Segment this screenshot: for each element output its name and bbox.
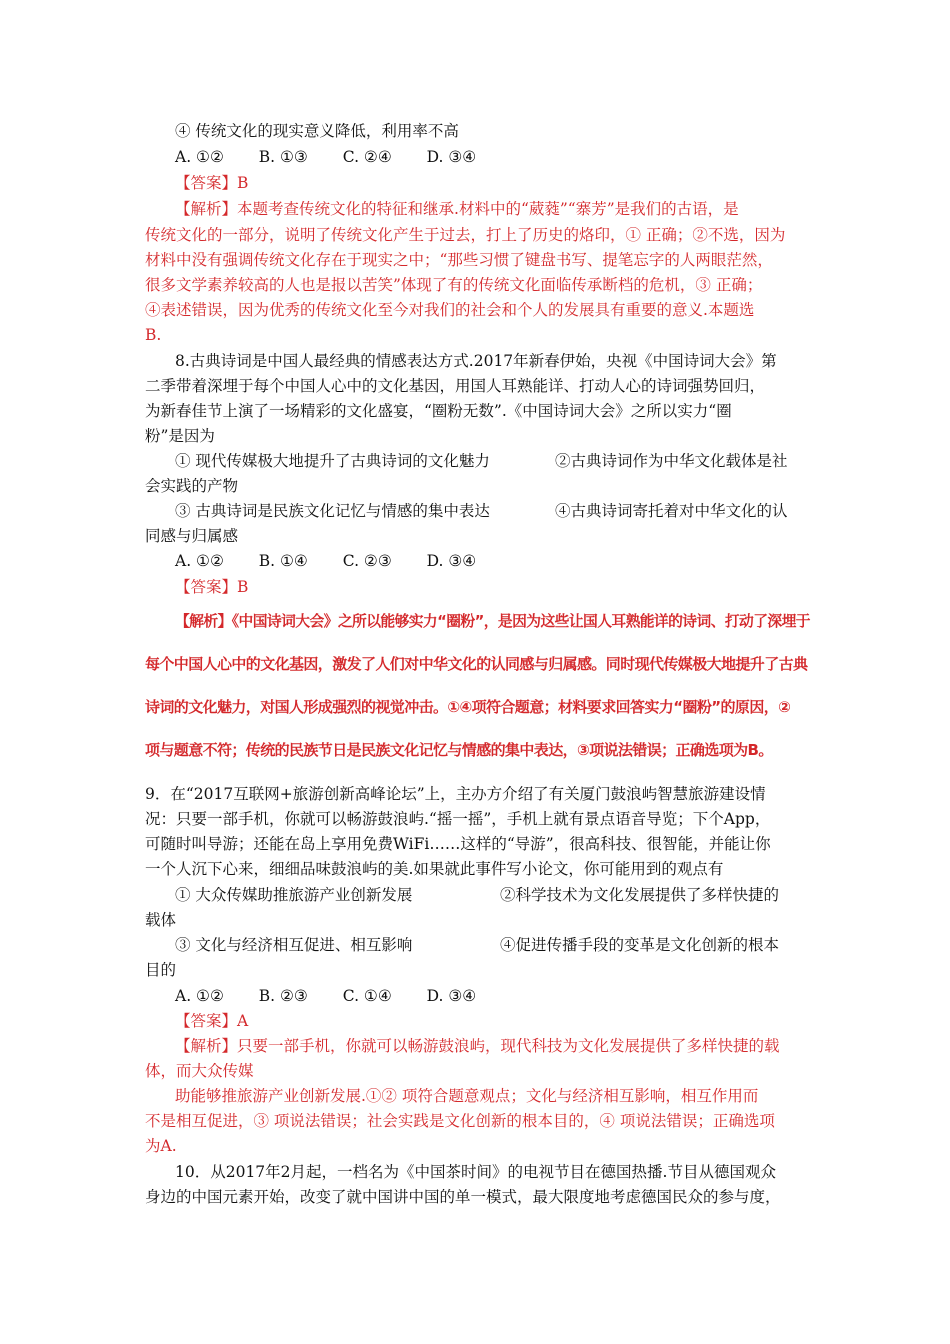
q7-analysis-label: 【解析】: [175, 200, 238, 218]
q8-choice-d: D. ③④: [426, 552, 477, 570]
q9-choices: [175, 985, 506, 1007]
q8-choice-c: C. ②③: [342, 552, 392, 570]
q7-answer: 【答案】B: [175, 174, 249, 192]
q9-choice-c: C. ①④: [342, 987, 392, 1005]
q9-option-4-cont: 目的: [145, 961, 177, 979]
q8-choices: [175, 550, 506, 572]
q9-option-4: ④促进传播手段的变革是文化创新的根本: [500, 936, 780, 954]
q8-answer: 【答案】B: [175, 578, 249, 596]
q7-choice-c: C. ②④: [342, 148, 392, 166]
q7-choice-d: D. ③④: [426, 148, 477, 166]
q8-analysis-label: 【解析】: [175, 612, 232, 630]
q9-analysis-line-2: 体，而大众传媒: [145, 1062, 254, 1080]
q8-option-3: ③ 古典诗词是民族文化记忆与情感的集中表达: [175, 502, 490, 520]
q8-stem-line-3: 为新春佳节上演了一场精彩的文化盛宴，“圈粉无数”.《中国诗词大会》之所以实力“圈: [145, 402, 732, 420]
q9-analysis-line-5: 为A.: [145, 1137, 177, 1155]
q8-analysis-line-2: 每个中国人心中的文化基因，激发了人们对中华文化的认同感与归属感。同时现代传媒极大地提升了古典: [145, 655, 808, 673]
q10-stem-line-2: 身边的中国元素开始，改变了就中国讲中国的单一模式，最大限度地考虑德国民众的参与度，: [145, 1188, 781, 1206]
q9-option-3: ③ 文化与经济相互促进、相互影响: [175, 936, 413, 954]
q8-stem-line-2: 二季带着深埋于每个中国人心中的文化基因，用国人耳熟能详、打动人心的诗词强势回归，: [145, 377, 766, 395]
q8-analysis-line-3: 诗词的文化魅力，对国人形成强烈的视觉冲击。①④项符合题意；材料要求回答实力“圈粉”的原因，②: [145, 698, 791, 716]
q8-option-2: ②古典诗词作为中华文化载体是社: [555, 452, 788, 470]
q7-choice-a: A. ①②: [175, 148, 224, 166]
q7-analysis-line-2: 传统文化的一部分，说明了传统文化产生于过去，打上了历史的烙印，① 正确；②不选，因为: [145, 226, 786, 244]
q8-choice-a: A. ①②: [175, 552, 224, 570]
q10-stem-line-1: 10．从2017年2月起，一档名为《中国茶时间》的电视节目在德国热播.节目从德国观众: [175, 1163, 776, 1181]
q8-analysis-line-1: [175, 610, 810, 632]
q9-analysis-line-1: [175, 1035, 780, 1057]
q9-choice-d: D. ③④: [426, 987, 477, 1005]
q9-choice-b: B. ②③: [258, 987, 308, 1005]
q9-stem-line-3: 可随时叫导游；还能在岛上享用免费WiFi……这样的“导游”，很高科技、很智能，并能让你: [145, 835, 771, 853]
q7-analysis-line-1: [175, 198, 739, 220]
q8-stem-line-4: 粉”是因为: [145, 427, 215, 445]
q9-analysis-text: 只要一部手机，你就可以畅游鼓浪屿，现代科技为文化发展提供了多样快捷的载: [237, 1037, 780, 1055]
q8-option-1: ① 现代传媒极大地提升了古典诗词的文化魅力: [175, 452, 490, 470]
q9-answer: 【答案】A: [175, 1012, 249, 1030]
q9-stem-line-2: 况：只要一部手机，你就可以畅游鼓浪屿.“摇一摇”，手机上就有景点语音导览；下个App，: [145, 810, 771, 828]
q9-analysis-label: 【解析】: [175, 1037, 238, 1055]
q9-analysis-line-3: 助能够推旅游产业创新发展.①② 项符合题意观点；文化与经济相互影响，相互作用而: [175, 1087, 759, 1105]
q7-analysis-line-6: B.: [145, 326, 162, 344]
q9-option-1: ① 大众传媒助推旅游产业创新发展: [175, 886, 413, 904]
q8-analysis-line-4: 项与题意不符；传统的民族节日是民族文化记忆与情感的集中表达，③项说法错误；正确选项为B。: [145, 741, 773, 759]
q9-stem-line-4: 一个人沉下心来，细细品味鼓浪屿的美.如果就此事件写小论文，你可能用到的观点有: [145, 860, 724, 878]
q8-option-4: ④古典诗词寄托着对中华文化的认: [555, 502, 788, 520]
q7-choices: [175, 146, 506, 168]
q8-choice-b: B. ①④: [258, 552, 308, 570]
q9-option-2: ②科学技术为文化发展提供了多样快捷的: [500, 886, 780, 904]
q8-analysis-text: 《中国诗词大会》之所以能够实力“圈粉”，是因为这些让国人耳熟能详的诗词、打动了深埋于: [231, 612, 810, 630]
q7-analysis-text: 本题考查传统文化的特征和继承.材料中的“葳蕤”“寨芳”是我们的古语，是: [237, 200, 739, 218]
q7-analysis-line-5: ④表述错误，因为优秀的传统文化至今对我们的社会和个人的发展具有重要的意义.本题选: [145, 301, 755, 319]
q9-choice-a: A. ①②: [175, 987, 224, 1005]
q8-stem-line-1: 8.古典诗词是中国人最经典的情感表达方式.2017年新春伊始，央视《中国诗词大会》第: [175, 352, 777, 370]
q9-analysis-line-4: 不是相互促进，③ 项说法错误；社会实践是文化创新的根本目的，④ 项说法错误；正确选项: [145, 1112, 775, 1130]
q9-option-2-cont: 载体: [145, 911, 177, 929]
q7-choice-b: B. ①③: [258, 148, 308, 166]
q7-option-4: ④ 传统文化的现实意义降低，利用率不高: [175, 122, 459, 140]
q8-option-4-cont: 同感与归属感: [145, 527, 239, 545]
q9-stem-line-1: 9．在“2017互联网+旅游创新高峰论坛”上，主办方介绍了有关厦门鼓浪屿智慧旅游建设情: [145, 785, 766, 803]
q7-analysis-line-3: 材料中没有强调传统文化存在于现实之中；“那些习惯了键盘书写、提笔忘字的人两眼茫然，: [145, 251, 773, 269]
q8-option-row-1: [175, 450, 490, 472]
q7-analysis-line-4: 很多文学素养较高的人也是报以苦笑”体现了有的传统文化面临传承断档的危机，③ 正确；: [145, 276, 763, 294]
q8-option-2-cont: 会实践的产物: [145, 477, 239, 495]
